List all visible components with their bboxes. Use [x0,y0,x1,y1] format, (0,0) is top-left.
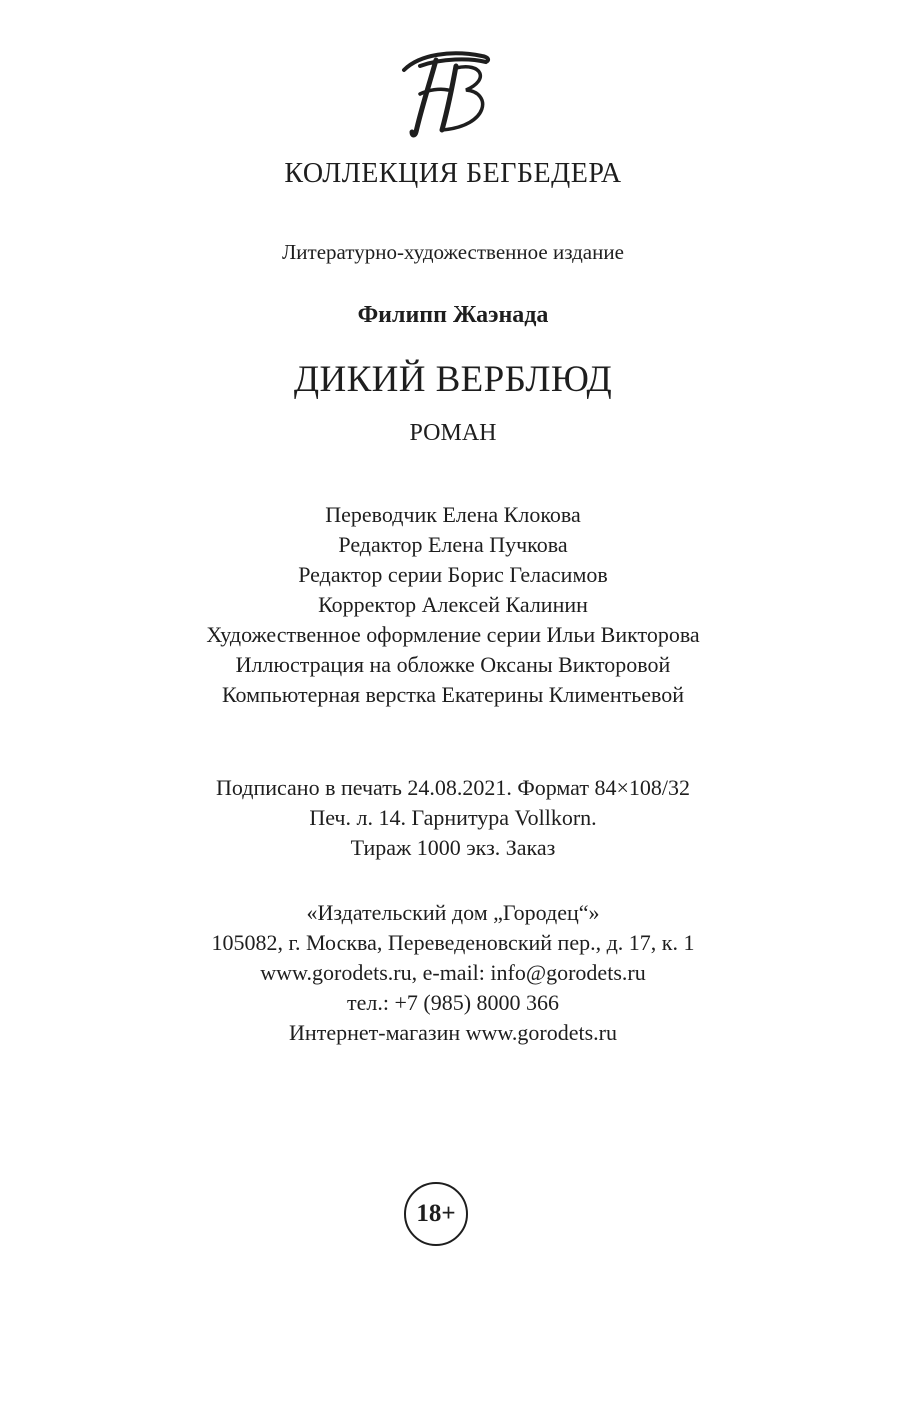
age-rating-label: 18+ [416,1200,456,1227]
series-title: КОЛЛЕКЦИЯ БЕГБЕДЕРА [284,158,622,189]
credit-layout: Компьютерная верстка Екатерины Климентьевой [221,682,685,707]
credit-cover-illustration: Иллюстрация на обложке Оксаны Викторовой [235,652,671,677]
print-info-block [0,773,906,863]
print-date-format: Подписано в печать 24.08.2021. Формат 84×108/32 [216,775,690,800]
publisher-address: 105082, г. Москва, Переведеновский пер., д. 17, к. 1 [211,930,695,955]
print-run-order: Тираж 1000 экз. Заказ [350,835,556,860]
edition-type: Литературно-художественное издание [282,240,624,264]
publisher-phone: тел.: +7 (985) 8000 366 [346,990,560,1015]
credit-proofreader: Корректор Алексей Калинин [318,592,588,617]
book-title: ДИКИЙ ВЕРБЛЮД [293,359,613,400]
credits-block [0,500,906,710]
credit-series-editor: Редактор серии Борис Геласимов [298,562,608,587]
publisher-online-store: Интернет-магазин www.gorodets.ru [289,1020,617,1045]
credit-editor: Редактор Елена Пучкова [338,532,568,557]
book-genre: РОМАН [409,420,497,446]
credit-translator: Переводчик Елена Клокова [325,502,581,527]
age-rating-badge [404,1182,468,1246]
credit-series-design: Художественное оформление серии Ильи Викторова [206,622,700,647]
publisher-name: «Издательский дом „Городец“» [306,900,600,925]
author-name: Филипп Жаэнада [357,302,549,328]
publisher-block [0,898,906,1048]
publisher-web-email: www.gorodets.ru, e-mail: info@gorodets.ru [260,960,646,985]
fb-monogram-logo [390,44,500,140]
print-sheets-typeface: Печ. л. 14. Гарнитура Vollkorn. [309,805,597,830]
